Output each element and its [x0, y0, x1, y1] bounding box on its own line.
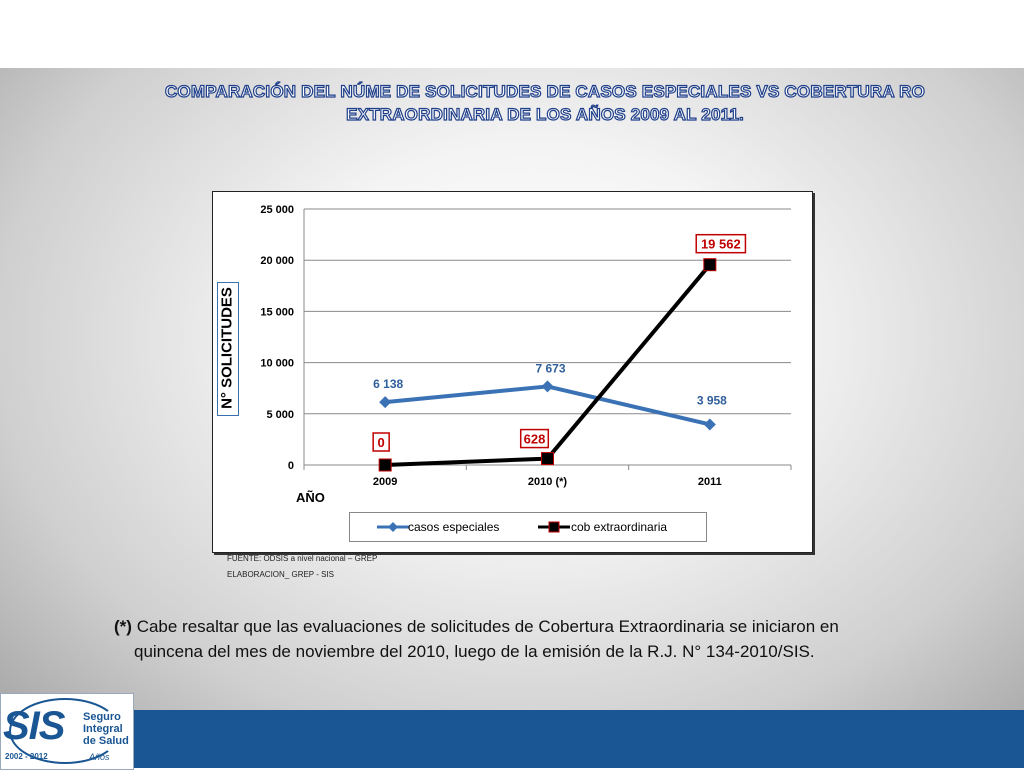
y-tick-label: 20 000: [260, 255, 294, 268]
footnote-line-1: Cabe resaltar que las evaluaciones de solicitudes de Cobertura Extraordinaria se iniciaron en: [136, 617, 839, 636]
y-tick-label: 0: [287, 460, 294, 472]
data-label-casos-especiales: 3 958: [696, 393, 727, 408]
source-line: FUENTE: ODSIS a nivel nacional – GREP: [227, 554, 378, 563]
legend-label-casos-especiales: casos especiales: [408, 520, 500, 534]
legend-marker-casos-especiales: [375, 521, 411, 533]
marker-cob-extraordinaria: [704, 259, 716, 271]
title-line-2: EXTRAORDINARIA DE LOS AÑOS 2009 AL 2011.: [346, 105, 744, 124]
legend-marker-cob-extraordinaria: [536, 521, 572, 533]
y-axis-label: N° SOLICITUDES: [218, 287, 236, 409]
y-tick-label: 15 000: [260, 306, 294, 319]
logo-subtitle-3: de Salud: [83, 735, 129, 747]
sis-logo: [0, 693, 134, 770]
y-tick-label: 25 000: [260, 204, 294, 216]
y-tick-label: 10 000: [260, 357, 294, 370]
x-tick-label: 2010 (*): [527, 476, 568, 488]
marker-casos-especiales: [542, 380, 554, 392]
data-label-casos-especiales: 7 673: [535, 361, 566, 376]
marker-casos-especiales: [379, 396, 391, 408]
chart-legend: [349, 512, 707, 542]
footnote-line-2: quincena del mes de noviembre del 2010, luego de la emisión de la R.J. N° 134-2010/SIS.: [134, 642, 815, 661]
data-label-casos-especiales: 6 138: [373, 377, 404, 392]
marker-casos-especiales: [704, 418, 716, 430]
x-tick-label: 2009: [372, 476, 398, 488]
logo-script: Años: [89, 752, 110, 762]
title-line-1: COMPARACIÓN DEL NÚME DE SOLICITUDES DE CASOS ESPECIALES VS COBERTURA RO: [164, 82, 926, 101]
data-label-cob-extraordinaria: 0: [377, 435, 385, 450]
footnote: [114, 614, 934, 664]
logo-text: SIS: [3, 704, 65, 748]
footnote-marker: (*): [114, 617, 132, 636]
data-label-cob-extraordinaria: 19 562: [700, 236, 741, 252]
footer-bar: [0, 710, 1024, 768]
x-axis-label: AÑO: [296, 490, 325, 505]
marker-cob-extraordinaria: [542, 453, 554, 465]
logo-subtitle-1: Seguro: [83, 711, 121, 723]
x-tick-label: 2011: [697, 476, 722, 488]
logo-subtitle: [83, 711, 129, 747]
marker-cob-extraordinaria: [379, 459, 391, 471]
elaboration-line: ELABORACION_ GREP - SIS: [227, 570, 334, 579]
logo-years: 2002 - 2012: [5, 752, 48, 761]
y-tick-label: 5 000: [266, 408, 294, 421]
logo-subtitle-2: Integral: [83, 723, 123, 735]
data-label-cob-extraordinaria: 628: [523, 431, 546, 447]
legend-label-cob-extraordinaria: cob extraordinaria: [571, 520, 668, 534]
